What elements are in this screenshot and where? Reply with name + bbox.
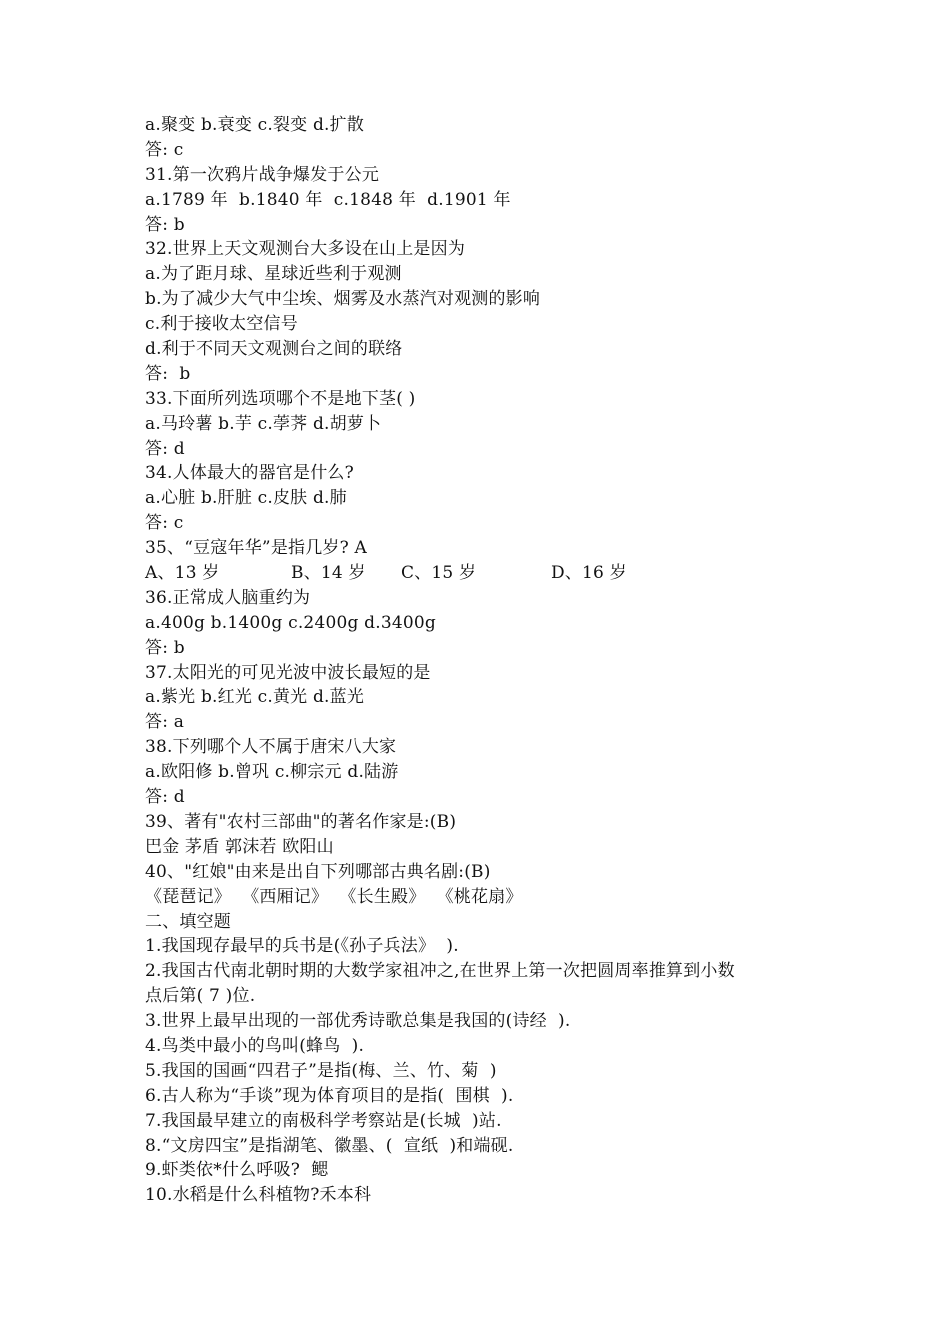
text-line: a.聚变 b.衰变 c.裂变 d.扩散	[145, 115, 365, 135]
section-heading: 二、填空题	[145, 911, 231, 932]
option-35-a: A、13 岁	[145, 563, 220, 584]
question-35: 35、“豆寇年华”是指几岁? A	[145, 538, 368, 559]
question-34: 34.人体最大的器官是什么?	[145, 463, 354, 484]
fill-4: 4.鸟类中最小的鸟叫(蜂鸟 ).	[145, 1035, 365, 1056]
fill-9: 9.虾类依*什么呼吸? 鳃	[145, 1160, 329, 1181]
question-39: 39、著有"农村三部曲"的著名作家是:(B)	[145, 811, 457, 832]
option-32-c: c.利于接收太空信号	[145, 314, 298, 335]
fill-10: 10.水稻是什么科植物?禾本科	[145, 1185, 372, 1206]
options-36: a.400g b.1400g c.2400g d.3400g	[145, 612, 437, 633]
question-38: 38.下列哪个人不属于唐宋八大家	[145, 737, 397, 758]
fill-2-part2: 点后第( 7 )位.	[145, 986, 256, 1007]
question-33: 33.下面所列选项哪个不是地下茎( )	[145, 388, 416, 409]
question-32: 32.世界上天文观测台大多设在山上是因为	[145, 239, 466, 260]
fill-3: 3.世界上最早出现的一部优秀诗歌总集是我国的(诗经 ).	[145, 1011, 571, 1032]
question-31: 31.第一次鸦片战争爆发于公元	[145, 164, 380, 185]
document-page	[145, 113, 825, 1208]
question-36: 36.正常成人脑重约为	[145, 587, 311, 608]
answer-line: 答: c	[145, 139, 184, 160]
options-39: 巴金 茅盾 郭沫若 欧阳山	[145, 836, 334, 857]
options-34: a.心脏 b.肝脏 c.皮肤 d.肺	[145, 488, 347, 509]
options-38: a.欧阳修 b.曾巩 c.柳宗元 d.陆游	[145, 762, 399, 783]
option-32-d: d.利于不同天文观测台之间的联络	[145, 339, 403, 360]
option-35-c: C、15 岁	[401, 563, 477, 584]
fill-2-part1: 2.我国古代南北朝时期的大数学家祖冲之,在世界上第一次把圆周率推算到小数	[145, 961, 735, 982]
option-32-b: b.为了减少大气中尘埃、烟雾及水蒸汽对观测的影响	[145, 289, 541, 310]
answer-32: 答: b	[145, 363, 191, 384]
answer-37: 答: a	[145, 712, 185, 733]
option-35-b: B、14 岁	[291, 563, 366, 584]
question-37: 37.太阳光的可见光波中波长最短的是	[145, 662, 431, 683]
options-35	[145, 561, 825, 586]
fill-8: 8.“文房四宝”是指湖笔、徽墨、( 宣纸 )和端砚.	[145, 1135, 514, 1156]
fill-7: 7.我国最早建立的南极科学考察站是(长城 )站.	[145, 1110, 502, 1131]
answer-36: 答: b	[145, 637, 185, 658]
options-33: a.马玲薯 b.芋 c.荸荠 d.胡萝卜	[145, 413, 382, 434]
answer-33: 答: d	[145, 438, 185, 459]
option-32-a: a.为了距月球、星球近些利于观测	[145, 264, 402, 285]
options-37: a.紫光 b.红光 c.黄光 d.蓝光	[145, 687, 365, 708]
options-40: 《琵琶记》 《西厢记》 《长生殿》 《桃花扇》	[145, 886, 523, 907]
fill-1: 1.我国现存最早的兵书是(《孙子兵法》 ).	[145, 936, 459, 957]
question-40: 40、"红娘"由来是出自下列哪部古典名剧:(B)	[145, 861, 491, 882]
fill-5: 5.我国的国画“四君子”是指(梅、兰、竹、菊 )	[145, 1060, 497, 1081]
fill-6: 6.古人称为“手谈”现为体育项目的是指( 围棋 ).	[145, 1085, 514, 1106]
answer-31: 答: b	[145, 214, 185, 235]
option-35-d: D、16 岁	[551, 563, 627, 584]
answer-38: 答: d	[145, 787, 185, 808]
options-31: a.1789 年 b.1840 年 c.1848 年 d.1901 年	[145, 189, 511, 210]
answer-34: 答: c	[145, 513, 184, 534]
